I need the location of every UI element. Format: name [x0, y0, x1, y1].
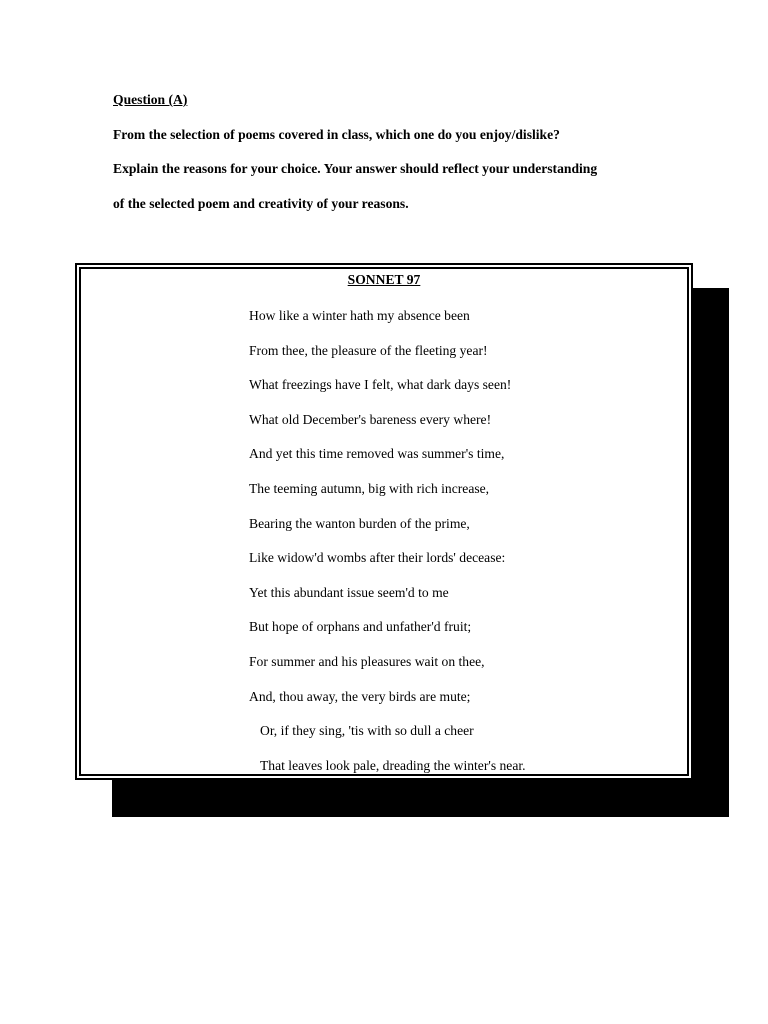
poem-line: Bearing the wanton burden of the prime, — [249, 515, 470, 531]
poem-lines — [249, 306, 669, 790]
poem-line: But hope of orphans and unfather'd fruit; — [249, 619, 472, 635]
poem-line: Like widow'd wombs after their lords' decease: — [249, 550, 506, 566]
poem-line: And, thou away, the very birds are mute; — [249, 688, 471, 704]
question-line-3: of the selected poem and creativity of your reasons. — [113, 195, 409, 211]
poem-line: What freezings have I felt, what dark days seen! — [249, 377, 512, 393]
question-section — [113, 90, 713, 228]
poem-line: Or, if they sing, 'tis with so dull a cheer — [260, 723, 474, 739]
poem-box — [75, 263, 693, 780]
poem-box-inner — [81, 269, 687, 774]
poem-line: Yet this abundant issue seem'd to me — [249, 584, 449, 600]
poem-title: SONNET 97 — [347, 272, 421, 287]
question-line-1: From the selection of poems covered in class, which one do you enjoy/dislike? — [113, 126, 560, 142]
poem-line: And yet this time removed was summer's time, — [249, 446, 505, 462]
poem-line: How like a winter hath my absence been — [249, 308, 470, 323]
question-line-2: Explain the reasons for your choice. Your answer should reflect your understanding — [113, 161, 598, 176]
poem-line: The teeming autumn, big with rich increase, — [249, 480, 490, 496]
question-heading: Question (A) — [113, 92, 188, 107]
poem-line: From thee, the pleasure of the fleeting year! — [249, 342, 488, 358]
poem-line: What old December's bareness every where! — [249, 411, 492, 427]
poem-line: For summer and his pleasures wait on thee, — [249, 653, 485, 669]
poem-line: That leaves look pale, dreading the winter's near. — [260, 757, 526, 773]
